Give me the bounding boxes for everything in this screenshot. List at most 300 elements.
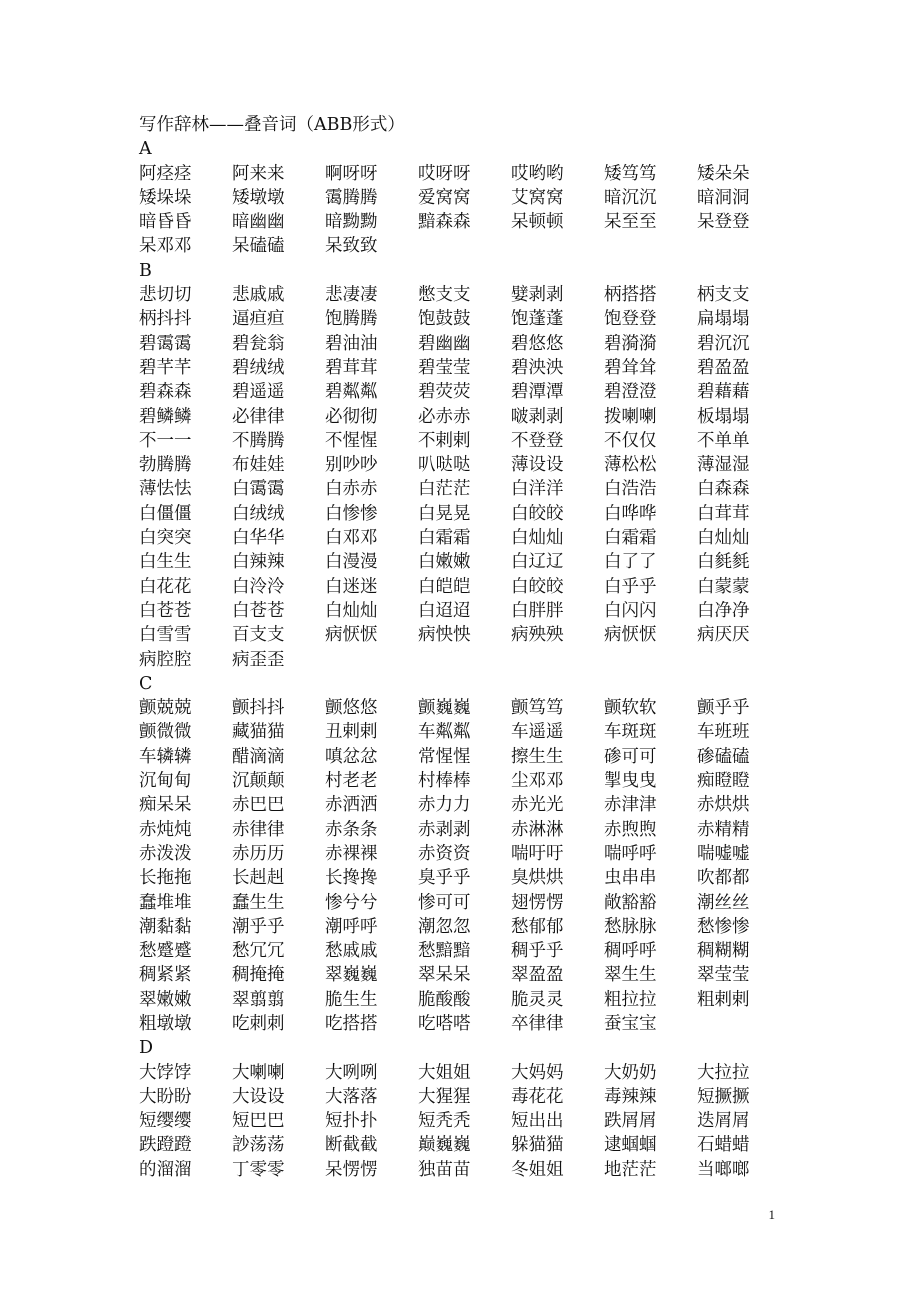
- word-entry: 长赳赳: [232, 868, 285, 889]
- word-entry: 必彻彻: [325, 406, 378, 427]
- word-entry: 碧藉藉: [697, 382, 750, 403]
- word-entry: 白蒙蒙: [697, 576, 750, 597]
- word-entry: 白雪雪: [139, 625, 192, 646]
- word-entry: 暗黝黝: [325, 212, 378, 233]
- word-entry: 翅愣愣: [511, 892, 564, 913]
- word-row: [139, 866, 779, 890]
- word-entry: 碜磕磕: [697, 746, 750, 767]
- word-entry: 别吵吵: [325, 455, 378, 476]
- word-entry: 扁塌塌: [697, 309, 750, 330]
- word-entry: 碧盈盈: [697, 357, 750, 378]
- word-entry: 暗幽幽: [232, 212, 285, 233]
- word-entry: 颤巍巍: [418, 698, 471, 719]
- word-entry: 逼疸疸: [232, 309, 285, 330]
- word-entry: 车辚辚: [139, 746, 192, 767]
- word-entry: 赤淋淋: [511, 819, 564, 840]
- word-entry: 矮墩墩: [232, 187, 285, 208]
- word-entry: 粗墩墩: [139, 1013, 192, 1034]
- word-row: [139, 1109, 779, 1133]
- word-entry: 蠢生生: [232, 892, 285, 913]
- word-entry: 稠乎乎: [511, 941, 564, 962]
- word-entry: 矮朵朵: [697, 163, 750, 184]
- word-entry: 赤资资: [418, 843, 471, 864]
- word-entry: 痴呆呆: [139, 795, 192, 816]
- word-entry: 碜可可: [604, 746, 657, 767]
- word-entry: 短缨缨: [139, 1111, 192, 1132]
- word-entry: 拨喇喇: [604, 406, 657, 427]
- word-row: [139, 307, 779, 331]
- word-entry: 白哗哗: [604, 503, 657, 524]
- word-entry: 白花花: [139, 576, 192, 597]
- word-entry: 必赤赤: [418, 406, 471, 427]
- word-entry: 碧森森: [139, 382, 192, 403]
- word-entry: 碧澄澄: [604, 382, 657, 403]
- word-entry: 长搀搀: [325, 868, 378, 889]
- word-entry: 惨可可: [418, 892, 471, 913]
- word-entry: 白了了: [604, 552, 657, 573]
- word-row: [139, 745, 779, 769]
- word-entry: 愁惨惨: [697, 916, 750, 937]
- word-row: [139, 332, 779, 356]
- word-entry: 碧耸耸: [604, 357, 657, 378]
- section-letter: A: [139, 139, 152, 160]
- word-entry: 翠盈盈: [511, 965, 564, 986]
- word-row: [139, 769, 779, 793]
- word-entry: 碧泱泱: [511, 357, 564, 378]
- word-entry: 不惺惺: [325, 430, 378, 451]
- word-entry: 矮笃笃: [604, 163, 657, 184]
- word-entry: 丑剌剌: [325, 722, 378, 743]
- word-entry: 白霜霜: [604, 528, 657, 549]
- word-entry: 短巴巴: [232, 1111, 285, 1132]
- word-entry: 蠢堆堆: [139, 892, 192, 913]
- word-entry: 白浩浩: [604, 479, 657, 500]
- word-entry: 大妈妈: [511, 1062, 564, 1083]
- word-entry: 不腾腾: [232, 430, 285, 451]
- document-page: [139, 113, 779, 1182]
- word-entry: 病恹恹: [325, 625, 378, 646]
- word-entry: 阿来来: [232, 163, 285, 184]
- word-entry: 短秃秃: [418, 1111, 471, 1132]
- word-entry: 白胖胖: [511, 600, 564, 621]
- word-entry: 不仅仅: [604, 430, 657, 451]
- word-entry: 白毵毵: [697, 552, 750, 573]
- word-entry: 大饽饽: [139, 1062, 192, 1083]
- page-title: 写作辞林——叠音词（ABB形式）: [139, 115, 405, 135]
- word-entry: 逮蝈蝈: [604, 1135, 657, 1156]
- word-entry: 白霭霭: [232, 479, 285, 500]
- word-entry: 赤条条: [325, 819, 378, 840]
- word-entry: 病怏怏: [418, 625, 471, 646]
- word-entry: 大盼盼: [139, 1086, 192, 1107]
- word-entry: 病恹恹: [604, 625, 657, 646]
- word-entry: 沉颠颠: [232, 771, 285, 792]
- word-entry: 大设设: [232, 1086, 285, 1107]
- word-entry: 板塌塌: [697, 406, 750, 427]
- word-entry: 赤烘烘: [697, 795, 750, 816]
- section-letter: C: [139, 673, 153, 694]
- word-entry: 赤剥剥: [418, 819, 471, 840]
- word-entry: 大咧咧: [325, 1062, 378, 1083]
- word-row: [139, 210, 779, 234]
- word-entry: 白迢迢: [418, 600, 471, 621]
- word-entry: 赤煦煦: [604, 819, 657, 840]
- word-entry: 訬荡荡: [232, 1135, 285, 1156]
- word-entry: 白迷迷: [325, 576, 378, 597]
- word-entry: 短扑扑: [325, 1111, 378, 1132]
- word-row: [139, 720, 779, 744]
- word-row: [139, 380, 779, 404]
- word-entry: 吹都都: [697, 868, 750, 889]
- word-entry: 病殃殃: [511, 625, 564, 646]
- word-entry: 白赤赤: [325, 479, 378, 500]
- word-row: [139, 696, 779, 720]
- word-entry: 白皎皎: [511, 503, 564, 524]
- word-entry: 赤力力: [418, 795, 471, 816]
- word-entry: 碧鳞鳞: [139, 406, 192, 427]
- word-entry: 稠糊糊: [697, 941, 750, 962]
- word-entry: 白邓邓: [325, 528, 378, 549]
- word-row: [139, 502, 779, 526]
- word-row: [139, 550, 779, 574]
- word-entry: 稠掩掩: [232, 965, 285, 986]
- word-entry: 脆灵灵: [511, 989, 564, 1010]
- word-entry: 白泠泠: [232, 576, 285, 597]
- word-row: [139, 283, 779, 307]
- word-entry: 悲戚戚: [232, 285, 285, 306]
- word-entry: 愁戚戚: [325, 941, 378, 962]
- word-row: [139, 1085, 779, 1109]
- word-entry: 藏猫猫: [232, 722, 285, 743]
- word-entry: 白晃晃: [418, 503, 471, 524]
- word-entry: 卒律律: [511, 1013, 564, 1034]
- word-entry: 赤律律: [232, 819, 285, 840]
- word-entry: 大落落: [325, 1086, 378, 1107]
- word-entry: 翠莹莹: [697, 965, 750, 986]
- word-entry: 白乎乎: [604, 576, 657, 597]
- word-entry: 白华华: [232, 528, 285, 549]
- word-row: [139, 356, 779, 380]
- word-row: [139, 891, 779, 915]
- word-entry: 黯森森: [418, 212, 471, 233]
- word-entry: 薄松松: [604, 455, 657, 476]
- word-entry: 白灿灿: [325, 600, 378, 621]
- word-entry: 不剌剌: [418, 430, 471, 451]
- word-entry: 不一一: [139, 430, 192, 451]
- word-entry: 碧沉沉: [697, 333, 750, 354]
- word-entry: 白辽辽: [511, 552, 564, 573]
- word-entry: 车粼粼: [418, 722, 471, 743]
- word-entry: 颤兢兢: [139, 698, 192, 719]
- word-entry: 白苍苍: [232, 600, 285, 621]
- section-letter: D: [139, 1038, 154, 1059]
- word-entry: 嗔忿忿: [325, 746, 378, 767]
- word-entry: 吃刺刺: [232, 1013, 285, 1034]
- word-entry: 布娃娃: [232, 455, 285, 476]
- word-entry: 惨兮兮: [325, 892, 378, 913]
- word-row: [139, 1158, 779, 1182]
- word-entry: 白生生: [139, 552, 192, 573]
- word-row: [139, 963, 779, 987]
- word-entry: 饱蓬蓬: [511, 309, 564, 330]
- word-entry: 脆生生: [325, 989, 378, 1010]
- word-entry: 嬖剥剥: [511, 285, 564, 306]
- word-entry: 短出出: [511, 1111, 564, 1132]
- word-entry: 赤光光: [511, 795, 564, 816]
- word-entry: 敞豁豁: [604, 892, 657, 913]
- word-entry: 长拖拖: [139, 868, 192, 889]
- word-row: [139, 453, 779, 477]
- word-entry: 呆邓邓: [139, 236, 192, 257]
- word-row: [139, 405, 779, 429]
- word-entry: 擦生生: [511, 746, 564, 767]
- word-entry: 百支支: [232, 625, 285, 646]
- word-entry: 短撅撅: [697, 1086, 750, 1107]
- word-entry: 颤悠悠: [325, 698, 378, 719]
- word-sections: [139, 137, 779, 1182]
- word-entry: 碧莹莹: [418, 357, 471, 378]
- word-entry: 白茸茸: [697, 503, 750, 524]
- word-entry: 赤炖炖: [139, 819, 192, 840]
- word-entry: 白辣辣: [232, 552, 285, 573]
- word-entry: 愁冗冗: [232, 941, 285, 962]
- word-entry: 潮乎乎: [232, 916, 285, 937]
- word-row: [139, 988, 779, 1012]
- word-entry: 大拉拉: [697, 1062, 750, 1083]
- word-entry: 白灿灿: [511, 528, 564, 549]
- word-entry: 大奶奶: [604, 1062, 657, 1083]
- word-entry: 碧粼粼: [325, 382, 378, 403]
- word-entry: 啵剥剥: [511, 406, 564, 427]
- word-entry: 不单单: [697, 430, 750, 451]
- word-entry: 潮忽忽: [418, 916, 471, 937]
- word-entry: 柄搭搭: [604, 285, 657, 306]
- word-entry: 颤软软: [604, 698, 657, 719]
- word-entry: 憋支支: [418, 285, 471, 306]
- word-entry: 病歪歪: [232, 649, 285, 670]
- word-entry: 病腔腔: [139, 649, 192, 670]
- word-entry: 丁零零: [232, 1159, 285, 1180]
- word-entry: 愁蹙蹙: [139, 941, 192, 962]
- word-row: [139, 648, 779, 672]
- word-entry: 常惺惺: [418, 746, 471, 767]
- word-entry: 呆顿顿: [511, 212, 564, 233]
- word-entry: 掣曳曳: [604, 771, 657, 792]
- word-entry: 吃嗒嗒: [418, 1013, 471, 1034]
- word-entry: 车斑斑: [604, 722, 657, 743]
- word-entry: 愁郁郁: [511, 916, 564, 937]
- word-row: [139, 599, 779, 623]
- word-entry: 悲切切: [139, 285, 192, 306]
- word-entry: 独苗苗: [418, 1159, 471, 1180]
- word-entry: 愁黯黯: [418, 941, 471, 962]
- word-entry: 啊呀呀: [325, 163, 378, 184]
- word-entry: 病厌厌: [697, 625, 750, 646]
- word-entry: 蚕宝宝: [604, 1013, 657, 1034]
- word-row: [139, 842, 779, 866]
- word-entry: 碧茸茸: [325, 357, 378, 378]
- word-row: [139, 1133, 779, 1157]
- word-entry: 白茫茫: [418, 479, 471, 500]
- word-entry: 薄设设: [511, 455, 564, 476]
- word-entry: 白皑皑: [418, 576, 471, 597]
- word-entry: 勃腾腾: [139, 455, 192, 476]
- word-entry: 哎呀呀: [418, 163, 471, 184]
- word-entry: 呆磕磕: [232, 236, 285, 257]
- word-entry: 翠翦翦: [232, 989, 285, 1010]
- word-entry: 喘嘘嘘: [697, 843, 750, 864]
- word-entry: 呆愣愣: [325, 1159, 378, 1180]
- word-entry: 柄抖抖: [139, 309, 192, 330]
- word-entry: 毒花花: [511, 1086, 564, 1107]
- word-entry: 白苍苍: [139, 600, 192, 621]
- word-entry: 翠呆呆: [418, 965, 471, 986]
- word-entry: 薄湿湿: [697, 455, 750, 476]
- word-row: [139, 186, 779, 210]
- page-number: 1: [768, 1207, 775, 1222]
- word-entry: 白绒绒: [232, 503, 285, 524]
- word-entry: 大姐姐: [418, 1062, 471, 1083]
- word-entry: 哎哟哟: [511, 163, 564, 184]
- word-entry: 阿痉痉: [139, 163, 192, 184]
- section-letter: B: [139, 260, 152, 281]
- word-row: [139, 915, 779, 939]
- word-entry: 颤微微: [139, 722, 192, 743]
- word-row: [139, 162, 779, 186]
- word-entry: 赤泼泼: [139, 843, 192, 864]
- word-row: [139, 1012, 779, 1036]
- word-entry: 赤裸裸: [325, 843, 378, 864]
- word-entry: 痴瞪瞪: [697, 771, 750, 792]
- word-entry: 矮垛垛: [139, 187, 192, 208]
- word-entry: 粗剌剌: [697, 989, 750, 1010]
- word-entry: 颤抖抖: [232, 698, 285, 719]
- word-entry: 脆酸酸: [418, 989, 471, 1010]
- word-entry: 翠巍巍: [325, 965, 378, 986]
- word-entry: 爱窝窝: [418, 187, 471, 208]
- word-entry: 巅巍巍: [418, 1135, 471, 1156]
- word-entry: 白皎皎: [511, 576, 564, 597]
- word-entry: 白净净: [697, 600, 750, 621]
- word-entry: 碧瓮翁: [232, 333, 285, 354]
- word-entry: 跌蹬蹬: [139, 1135, 192, 1156]
- word-entry: 不登登: [511, 430, 564, 451]
- word-entry: 饱腾腾: [325, 309, 378, 330]
- word-entry: 碧霭霭: [139, 333, 192, 354]
- word-entry: 当啷啷: [697, 1159, 750, 1180]
- word-row: [139, 793, 779, 817]
- word-entry: 虫串串: [604, 868, 657, 889]
- word-entry: 潮丝丝: [697, 892, 750, 913]
- word-entry: 车遥遥: [511, 722, 564, 743]
- word-entry: 冬姐姐: [511, 1159, 564, 1180]
- word-entry: 白灿灿: [697, 528, 750, 549]
- word-entry: 暗沉沉: [604, 187, 657, 208]
- word-entry: 躲猫猫: [511, 1135, 564, 1156]
- word-entry: 村棒棒: [418, 771, 471, 792]
- word-entry: 翠嫩嫩: [139, 989, 192, 1010]
- word-entry: 叭哒哒: [418, 455, 471, 476]
- word-entry: 碧油油: [325, 333, 378, 354]
- word-entry: 大猩猩: [418, 1086, 471, 1107]
- word-entry: 白僵僵: [139, 503, 192, 524]
- word-entry: 必律律: [232, 406, 285, 427]
- word-row: [139, 1061, 779, 1085]
- word-entry: 饱鼓鼓: [418, 309, 471, 330]
- word-entry: 的溜溜: [139, 1159, 192, 1180]
- word-entry: 艾窝窝: [511, 187, 564, 208]
- word-row: [139, 429, 779, 453]
- word-entry: 跌屑屑: [604, 1111, 657, 1132]
- word-entry: 暗昏昏: [139, 212, 192, 233]
- word-entry: 赤津津: [604, 795, 657, 816]
- word-entry: 白洋洋: [511, 479, 564, 500]
- word-entry: 赤精精: [697, 819, 750, 840]
- word-entry: 暗洞洞: [697, 187, 750, 208]
- word-entry: 碧遥遥: [232, 382, 285, 403]
- word-entry: 赤洒洒: [325, 795, 378, 816]
- word-entry: 沉甸甸: [139, 771, 192, 792]
- word-entry: 颤乎乎: [697, 698, 750, 719]
- word-entry: 白惨惨: [325, 503, 378, 524]
- word-row: [139, 526, 779, 550]
- word-entry: 毒辣辣: [604, 1086, 657, 1107]
- word-entry: 臭乎乎: [418, 868, 471, 889]
- word-entry: 白嫩嫩: [418, 552, 471, 573]
- word-entry: 稠呼呼: [604, 941, 657, 962]
- word-entry: 稠紧紧: [139, 965, 192, 986]
- word-entry: 颤笃笃: [511, 698, 564, 719]
- word-entry: 白突突: [139, 528, 192, 549]
- word-entry: 白森森: [697, 479, 750, 500]
- word-entry: 喘呼呼: [604, 843, 657, 864]
- word-entry: 碧悠悠: [511, 333, 564, 354]
- word-entry: 臭烘烘: [511, 868, 564, 889]
- word-entry: 呆至至: [604, 212, 657, 233]
- word-entry: 碧漪漪: [604, 333, 657, 354]
- word-entry: 断截截: [325, 1135, 378, 1156]
- word-row: [139, 477, 779, 501]
- word-entry: 柄支支: [697, 285, 750, 306]
- word-entry: 尘邓邓: [511, 771, 564, 792]
- word-entry: 赤历历: [232, 843, 285, 864]
- word-entry: 潮呼呼: [325, 916, 378, 937]
- word-entry: 白漫漫: [325, 552, 378, 573]
- word-entry: 醋滴滴: [232, 746, 285, 767]
- word-entry: 悲凄凄: [325, 285, 378, 306]
- word-entry: 白霜霜: [418, 528, 471, 549]
- word-entry: 大喇喇: [232, 1062, 285, 1083]
- word-row: [139, 818, 779, 842]
- word-entry: 村老老: [325, 771, 378, 792]
- word-row: [139, 623, 779, 647]
- word-entry: 碧幽幽: [418, 333, 471, 354]
- word-row: [139, 234, 779, 258]
- word-entry: 饱登登: [604, 309, 657, 330]
- word-entry: 呆登登: [697, 212, 750, 233]
- word-entry: 碧芊芊: [139, 357, 192, 378]
- word-entry: 车班班: [697, 722, 750, 743]
- word-entry: 喘吁吁: [511, 843, 564, 864]
- word-entry: 愁脉脉: [604, 916, 657, 937]
- word-entry: 潮黏黏: [139, 916, 192, 937]
- word-entry: 石蜡蜡: [697, 1135, 750, 1156]
- word-entry: 地茫茫: [604, 1159, 657, 1180]
- word-entry: 霭腾腾: [325, 187, 378, 208]
- word-entry: 粗拉拉: [604, 989, 657, 1010]
- word-entry: 赤巴巴: [232, 795, 285, 816]
- word-row: [139, 939, 779, 963]
